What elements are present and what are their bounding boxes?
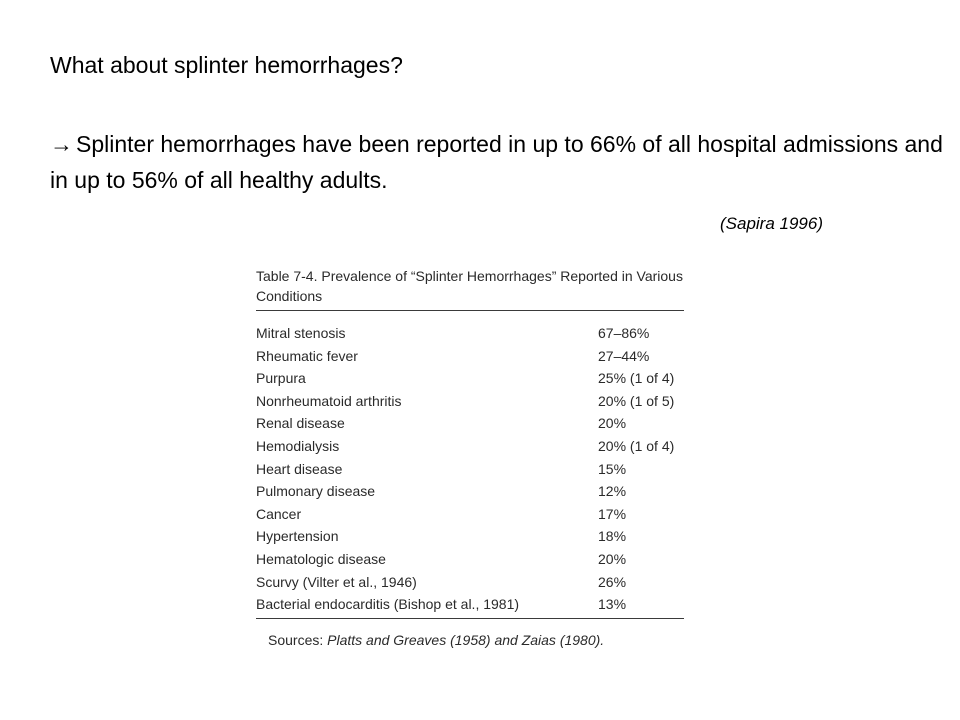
table-row	[256, 322, 686, 345]
table-row	[256, 503, 686, 526]
condition-cell: Renal disease	[256, 415, 345, 432]
prevalence-cell: 12%	[598, 483, 627, 500]
condition-cell: Rheumatic fever	[256, 347, 358, 364]
prevalence-cell: 18%	[598, 528, 627, 545]
table-row	[256, 412, 686, 435]
table-row	[256, 548, 686, 571]
table-row	[256, 435, 686, 458]
prevalence-cell: 25% (1 of 4)	[598, 370, 675, 387]
sources-text: Platts and Greaves (1958) and Zaias (1980).	[327, 632, 605, 648]
condition-cell: Hemodialysis	[256, 437, 340, 454]
citation: (Sapira 1996)	[720, 214, 824, 233]
prevalence-cell: 27–44%	[598, 347, 650, 364]
condition-cell: Purpura	[256, 370, 306, 387]
table-row	[256, 345, 686, 368]
table-row	[256, 571, 686, 594]
condition-cell: Scurvy (Vilter et al., 1946)	[256, 573, 417, 590]
condition-cell: Hematologic disease	[256, 550, 386, 567]
condition-cell: Nonrheumatoid arthritis	[256, 392, 402, 409]
condition-cell: Hypertension	[256, 528, 339, 545]
table-row	[256, 593, 686, 616]
slide-heading: What about splinter hemorrhages?	[50, 52, 403, 78]
condition-cell: Cancer	[256, 505, 302, 522]
prevalence-cell: 20%	[598, 550, 627, 567]
prevalence-table-image	[248, 260, 688, 660]
arrow-icon: →	[50, 131, 73, 157]
table-title: Prevalence of “Splinter Hemorrhages” Reported in Various Conditions	[256, 268, 683, 304]
bullet-text: Splinter hemorrhages have been reported in up to 66% of all hospital admissions and in up to 56% of all healthy adults.	[50, 131, 943, 193]
table-top-rule	[256, 310, 684, 311]
condition-cell: Heart disease	[256, 460, 343, 477]
table-row	[256, 367, 686, 390]
prevalence-cell: 15%	[598, 460, 627, 477]
condition-cell: Pulmonary disease	[256, 483, 376, 500]
condition-cell: Bacterial endocarditis (Bishop et al., 1981)	[256, 596, 520, 613]
prevalence-cell: 67–86%	[598, 325, 650, 341]
prevalence-cell: 13%	[598, 596, 627, 613]
table-sources	[268, 632, 604, 648]
table-body	[256, 322, 686, 616]
prevalence-cell: 20% (1 of 5)	[598, 392, 675, 409]
prevalence-cell: 20%	[598, 415, 627, 432]
sources-label: Sources:	[268, 632, 324, 648]
prevalence-cell: 26%	[598, 573, 627, 590]
table-caption	[256, 266, 686, 306]
table-bottom-rule	[256, 618, 684, 619]
condition-cell: Mitral stenosis	[256, 325, 346, 341]
prevalence-cell: 20% (1 of 4)	[598, 437, 675, 454]
table-row	[256, 525, 686, 548]
table-row	[256, 480, 686, 503]
table-row	[256, 390, 686, 413]
prevalence-cell: 17%	[598, 505, 627, 522]
bullet-point	[50, 126, 950, 198]
table-row	[256, 458, 686, 481]
table-label: Table 7-4.	[256, 268, 318, 284]
